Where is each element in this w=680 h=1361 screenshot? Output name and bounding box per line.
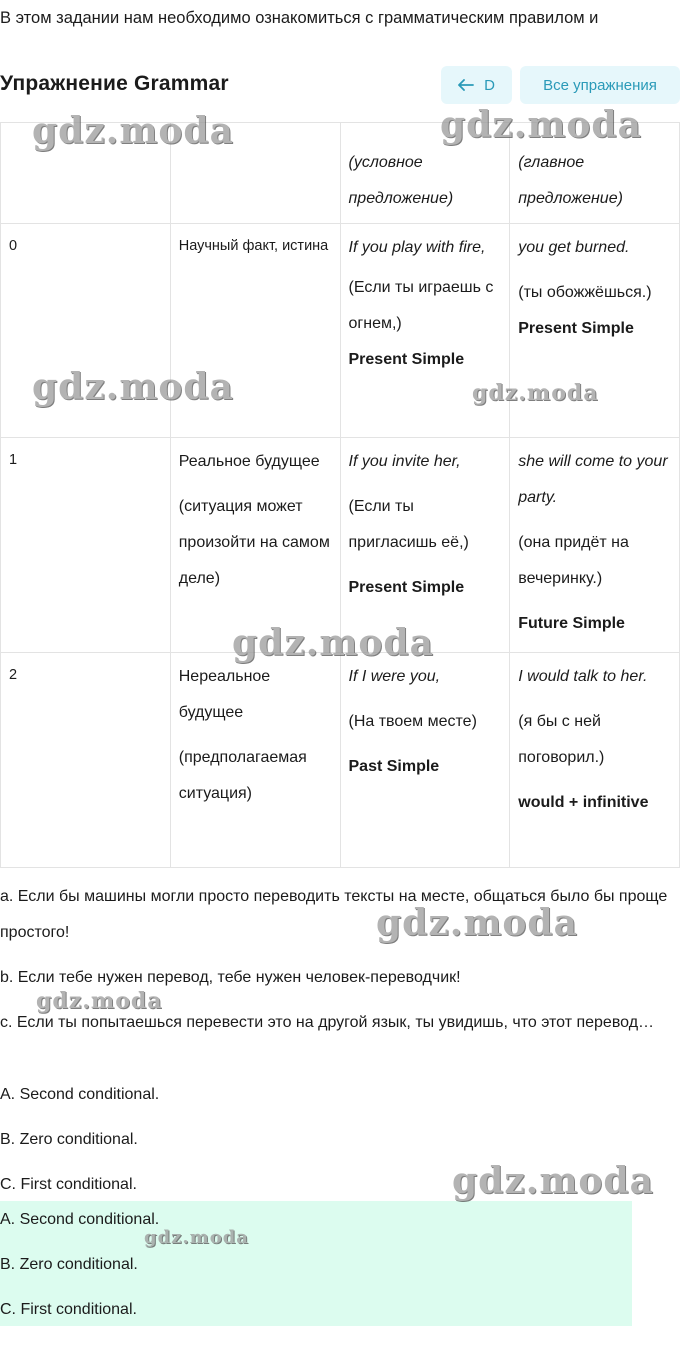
watermark: gdz.moda: [440, 104, 642, 146]
main-clause-ru: (ты обожжёшься.): [518, 284, 652, 301]
answer-b: B. Zero conditional.: [0, 1256, 138, 1273]
exercise-sentence-b: b. Если тебе нужен перевод, тебе нужен человек-переводчик!: [0, 969, 461, 986]
intro-text: В этом задании нам необходимо ознакомиться с грамматическим правилом и: [0, 9, 599, 27]
main-clause-en: I would talk to her.: [518, 668, 648, 685]
watermark: gdz.moda: [376, 902, 578, 944]
exercise-sentence-c: c. Если ты попытаешься перевести это на другой язык, ты увидишь, что этот перевод…: [0, 1014, 655, 1031]
all-exercises-button[interactable]: Все упражнения: [520, 66, 680, 104]
row-number: 2: [9, 667, 18, 683]
page-title: Упражнение Grammar: [0, 72, 229, 95]
main-clause-header: (главное предложение): [518, 154, 623, 207]
table-row: [1, 653, 680, 868]
row-type-note: (предполагаемая ситуация): [178, 749, 307, 802]
back-button-label: D: [484, 76, 495, 94]
row-number: 0: [9, 238, 18, 254]
watermark: gdz.moda: [144, 1227, 249, 1248]
main-clause-ru: (она придёт на вечеринку.): [518, 534, 629, 587]
if-clause-header: (условное предложение): [348, 154, 454, 207]
main-clause-en: she will come to your party.: [518, 453, 668, 506]
if-clause-en: If I were you,: [348, 668, 441, 685]
if-clause-ru: (На твоем месте): [348, 713, 477, 730]
answer-a: A. Second conditional.: [0, 1211, 160, 1228]
conditionals-table: [0, 122, 680, 868]
if-clause-tense: Present Simple: [348, 351, 465, 368]
exercise-sentence-a: a. Если бы машины могли просто переводить тексты на месте, общаться было бы проще простого!: [0, 888, 668, 941]
main-clause-ru: (я бы с ней поговорил.): [518, 713, 605, 766]
if-clause-ru: (Если ты пригласишь её,): [348, 498, 469, 551]
row-type: Научный факт, истина: [178, 238, 329, 254]
watermark: gdz.moda: [472, 380, 599, 406]
if-clause-tense: Present Simple: [348, 579, 465, 596]
if-clause-tense: Past Simple: [348, 758, 440, 775]
main-clause-en: you get burned.: [518, 239, 630, 256]
main-clause-tense: Future Simple: [518, 615, 625, 632]
watermark: gdz.moda: [36, 988, 163, 1014]
back-button[interactable]: [441, 66, 512, 104]
row-type-note: (ситуация может произойти на самом деле): [178, 498, 330, 587]
option-a: A. Second conditional.: [0, 1086, 160, 1103]
watermark: gdz.moda: [32, 110, 234, 152]
table-row: [1, 438, 680, 653]
watermark: gdz.moda: [232, 622, 434, 664]
main-clause-tense: Present Simple: [518, 320, 634, 337]
if-clause-ru: (Если ты играешь с огнем,): [348, 279, 494, 332]
row-type: Реальное будущее: [178, 453, 320, 470]
watermark: gdz.moda: [32, 366, 234, 408]
if-clause-en: If you play with fire,: [348, 239, 486, 256]
option-c: C. First conditional.: [0, 1176, 137, 1193]
if-clause-en: If you invite her,: [348, 453, 461, 470]
main-clause-tense: would + infinitive: [518, 794, 649, 811]
row-number: 1: [9, 452, 18, 468]
option-b: B. Zero conditional.: [0, 1131, 138, 1148]
answer-c: C. First conditional.: [0, 1301, 137, 1318]
watermark: gdz.moda: [452, 1160, 654, 1202]
row-type: Нереальное будущее: [178, 668, 271, 721]
arrow-left-icon: [458, 79, 474, 91]
